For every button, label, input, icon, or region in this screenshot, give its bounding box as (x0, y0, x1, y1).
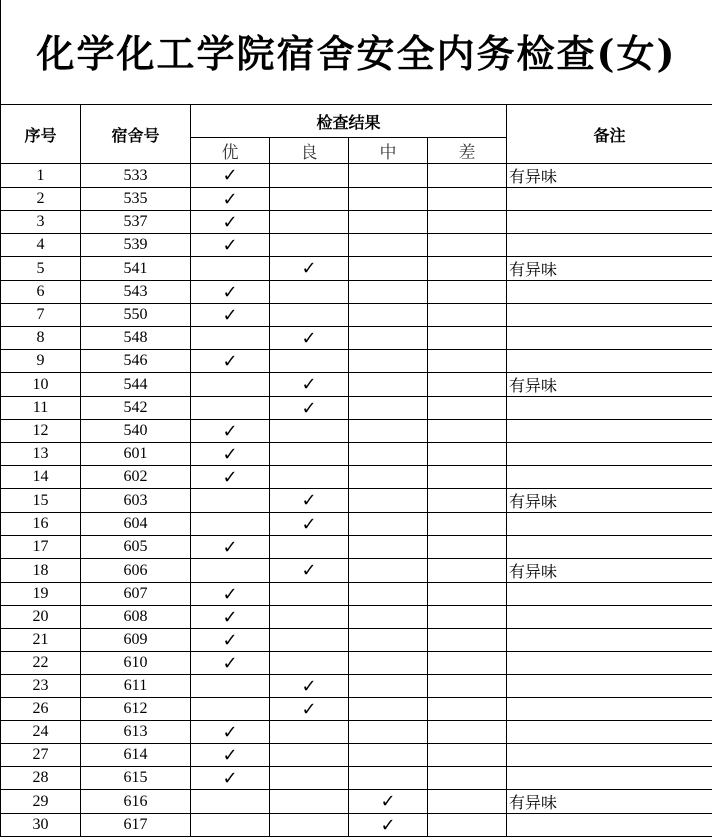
grade-poor-cell[interactable] (428, 606, 507, 629)
room-cell[interactable]: 540 (81, 420, 191, 443)
grade-poor-cell[interactable] (428, 721, 507, 744)
table-row (1, 606, 712, 629)
table-row (1, 304, 712, 327)
grade-excellent-cell[interactable]: ✓ (191, 629, 270, 652)
remark-cell[interactable] (507, 188, 712, 211)
seq-cell[interactable]: 3 (1, 211, 81, 234)
grade-poor-cell[interactable] (428, 559, 507, 583)
grade-fair-cell[interactable] (349, 211, 428, 234)
room-cell[interactable]: 613 (81, 721, 191, 744)
grade-poor-cell[interactable] (428, 629, 507, 652)
grade-fair-cell[interactable] (349, 281, 428, 304)
grade-good-cell[interactable] (270, 536, 349, 559)
page-title: 化学化工学院宿舍安全内务检查(女) (1, 28, 712, 80)
grade-poor-cell[interactable] (428, 281, 507, 304)
grade-fair-cell[interactable] (349, 606, 428, 629)
seq-cell[interactable]: 21 (1, 629, 81, 652)
remark-cell[interactable] (507, 536, 712, 559)
grade-excellent-cell[interactable]: ✓ (191, 350, 270, 373)
seq-cell[interactable]: 29 (1, 790, 81, 814)
seq-cell[interactable]: 5 (1, 257, 81, 281)
grade-poor-cell[interactable] (428, 373, 507, 397)
grade-good-cell[interactable] (270, 767, 349, 790)
table-row (1, 397, 712, 420)
room-cell[interactable]: 537 (81, 211, 191, 234)
table-row (1, 583, 712, 606)
remark-cell[interactable]: 有异味 (507, 257, 712, 281)
grade-excellent-cell[interactable]: ✓ (191, 721, 270, 744)
room-cell[interactable]: 615 (81, 767, 191, 790)
table-row (1, 559, 712, 583)
grade-poor-cell[interactable] (428, 790, 507, 814)
room-cell[interactable]: 607 (81, 583, 191, 606)
grade-good-cell[interactable] (270, 443, 349, 466)
grade-good-cell[interactable] (270, 652, 349, 675)
grade-excellent-cell[interactable]: ✓ (191, 443, 270, 466)
grade-excellent-cell[interactable]: ✓ (191, 652, 270, 675)
grade-excellent-cell[interactable]: ✓ (191, 164, 270, 188)
remark-cell[interactable] (507, 420, 712, 443)
table-row (1, 443, 712, 466)
header-seq[interactable]: 序号 (1, 105, 81, 164)
grade-excellent-cell[interactable] (191, 257, 270, 281)
grade-excellent-cell[interactable]: ✓ (191, 583, 270, 606)
table-row (1, 257, 712, 281)
grade-good-cell[interactable] (270, 304, 349, 327)
grade-poor-cell[interactable] (428, 234, 507, 257)
header-row (1, 105, 712, 138)
table-row (1, 814, 712, 837)
grade-fair-cell[interactable] (349, 652, 428, 675)
room-cell[interactable]: 602 (81, 466, 191, 489)
seq-cell[interactable]: 23 (1, 675, 81, 698)
seq-cell[interactable]: 18 (1, 559, 81, 583)
grade-poor-cell[interactable] (428, 327, 507, 350)
remark-cell[interactable] (507, 698, 712, 721)
grade-poor-cell[interactable] (428, 211, 507, 234)
grade-fair-cell[interactable] (349, 164, 428, 188)
grade-excellent-cell[interactable] (191, 559, 270, 583)
grade-fair-cell[interactable] (349, 629, 428, 652)
room-cell[interactable]: 614 (81, 744, 191, 767)
seq-cell[interactable]: 4 (1, 234, 81, 257)
grade-fair-cell[interactable] (349, 234, 428, 257)
room-cell[interactable]: 544 (81, 373, 191, 397)
table-row (1, 420, 712, 443)
header-room[interactable]: 宿舍号 (81, 105, 191, 164)
remark-cell[interactable] (507, 814, 712, 837)
grade-poor-cell[interactable] (428, 443, 507, 466)
grade-fair-cell[interactable] (349, 583, 428, 606)
table-row (1, 536, 712, 559)
grade-excellent-cell[interactable] (191, 327, 270, 350)
grade-poor-cell[interactable] (428, 536, 507, 559)
grade-fair-cell[interactable]: ✓ (349, 790, 428, 814)
header-result[interactable]: 检查结果 (191, 105, 507, 138)
grade-excellent-cell[interactable]: ✓ (191, 536, 270, 559)
room-cell[interactable]: 542 (81, 397, 191, 420)
remark-cell[interactable]: 有异味 (507, 559, 712, 583)
grade-good-cell[interactable]: ✓ (270, 698, 349, 721)
table-row (1, 721, 712, 744)
room-cell[interactable]: 546 (81, 350, 191, 373)
table-row (1, 350, 712, 373)
remark-cell[interactable] (507, 767, 712, 790)
grade-good-cell[interactable] (270, 420, 349, 443)
table-row (1, 652, 712, 675)
remark-cell[interactable] (507, 629, 712, 652)
room-cell[interactable]: 617 (81, 814, 191, 837)
grade-good-cell[interactable] (270, 350, 349, 373)
remark-cell[interactable] (507, 211, 712, 234)
grade-poor-cell[interactable] (428, 489, 507, 513)
grade-fair-cell[interactable] (349, 536, 428, 559)
table-row (1, 466, 712, 489)
grade-good-cell[interactable] (270, 629, 349, 652)
seq-cell[interactable]: 13 (1, 443, 81, 466)
table-row (1, 234, 712, 257)
table-row (1, 164, 712, 188)
seq-cell[interactable]: 26 (1, 698, 81, 721)
table-row (1, 698, 712, 721)
remark-cell[interactable] (507, 744, 712, 767)
grade-fair-cell[interactable] (349, 744, 428, 767)
grade-good-cell[interactable]: ✓ (270, 675, 349, 698)
grade-fair-cell[interactable] (349, 420, 428, 443)
seq-cell[interactable]: 7 (1, 304, 81, 327)
table-row (1, 211, 712, 234)
grade-good-cell[interactable]: ✓ (270, 257, 349, 281)
remark-cell[interactable] (507, 466, 712, 489)
table-row (1, 327, 712, 350)
grade-good-cell[interactable] (270, 211, 349, 234)
remark-cell[interactable] (507, 327, 712, 350)
seq-cell[interactable]: 30 (1, 814, 81, 837)
room-cell[interactable]: 612 (81, 698, 191, 721)
grade-fair-cell[interactable] (349, 559, 428, 583)
table-row (1, 489, 712, 513)
grade-good-cell[interactable] (270, 281, 349, 304)
grade-good-cell[interactable]: ✓ (270, 397, 349, 420)
grade-poor-cell[interactable] (428, 698, 507, 721)
grade-poor-cell[interactable] (428, 350, 507, 373)
grade-fair-cell[interactable] (349, 257, 428, 281)
grade-good-cell[interactable] (270, 188, 349, 211)
grade-good-cell[interactable] (270, 721, 349, 744)
room-cell[interactable]: 601 (81, 443, 191, 466)
room-cell[interactable]: 548 (81, 327, 191, 350)
grade-fair-cell[interactable] (349, 675, 428, 698)
grade-fair-cell[interactable] (349, 513, 428, 536)
grade-good-cell[interactable] (270, 583, 349, 606)
table-row (1, 281, 712, 304)
table-row (1, 629, 712, 652)
grade-fair-cell[interactable] (349, 466, 428, 489)
seq-cell[interactable]: 10 (1, 373, 81, 397)
grade-excellent-cell[interactable] (191, 814, 270, 837)
grade-poor-cell[interactable] (428, 188, 507, 211)
grade-good-cell[interactable] (270, 790, 349, 814)
grade-good-cell[interactable] (270, 814, 349, 837)
seq-cell[interactable]: 20 (1, 606, 81, 629)
grade-good-cell[interactable]: ✓ (270, 559, 349, 583)
grade-poor-cell[interactable] (428, 767, 507, 790)
header-remark[interactable]: 备注 (507, 105, 712, 164)
remark-cell[interactable] (507, 350, 712, 373)
grade-fair-cell[interactable] (349, 721, 428, 744)
grade-poor-cell[interactable] (428, 397, 507, 420)
grade-excellent-cell[interactable] (191, 489, 270, 513)
seq-cell[interactable]: 16 (1, 513, 81, 536)
grade-excellent-cell[interactable]: ✓ (191, 188, 270, 211)
remark-cell[interactable] (507, 652, 712, 675)
room-cell[interactable]: 610 (81, 652, 191, 675)
table-row (1, 675, 712, 698)
room-cell[interactable]: 616 (81, 790, 191, 814)
remark-cell[interactable] (507, 304, 712, 327)
grade-fair-cell[interactable] (349, 767, 428, 790)
grade-good-cell[interactable] (270, 466, 349, 489)
grade-poor-cell[interactable] (428, 652, 507, 675)
seq-cell[interactable]: 27 (1, 744, 81, 767)
seq-cell[interactable]: 6 (1, 281, 81, 304)
seq-cell[interactable]: 14 (1, 466, 81, 489)
grade-excellent-cell[interactable]: ✓ (191, 466, 270, 489)
grade-excellent-cell[interactable] (191, 698, 270, 721)
remark-cell[interactable]: 有异味 (507, 489, 712, 513)
room-cell[interactable]: 608 (81, 606, 191, 629)
grade-excellent-cell[interactable]: ✓ (191, 767, 270, 790)
grade-excellent-cell[interactable]: ✓ (191, 281, 270, 304)
inspection-table (0, 104, 712, 837)
seq-cell[interactable]: 19 (1, 583, 81, 606)
room-cell[interactable]: 611 (81, 675, 191, 698)
room-cell[interactable]: 605 (81, 536, 191, 559)
seq-cell[interactable]: 2 (1, 188, 81, 211)
grade-poor-cell[interactable] (428, 420, 507, 443)
table-row (1, 790, 712, 814)
grade-fair-cell[interactable]: ✓ (349, 814, 428, 837)
remark-cell[interactable] (507, 281, 712, 304)
grade-poor-cell[interactable] (428, 304, 507, 327)
grade-poor-cell[interactable] (428, 675, 507, 698)
remark-cell[interactable]: 有异味 (507, 164, 712, 188)
grade-fair-cell[interactable] (349, 489, 428, 513)
grade-poor-cell[interactable] (428, 257, 507, 281)
grade-fair-cell[interactable] (349, 304, 428, 327)
grade-good-cell[interactable]: ✓ (270, 373, 349, 397)
seq-cell[interactable]: 24 (1, 721, 81, 744)
room-cell[interactable]: 543 (81, 281, 191, 304)
remark-cell[interactable] (507, 234, 712, 257)
remark-cell[interactable]: 有异味 (507, 373, 712, 397)
remark-cell[interactable] (507, 675, 712, 698)
seq-cell[interactable]: 17 (1, 536, 81, 559)
header-grade-excellent[interactable]: 优 (191, 138, 270, 164)
grade-poor-cell[interactable] (428, 513, 507, 536)
table-row (1, 188, 712, 211)
room-cell[interactable]: 541 (81, 257, 191, 281)
grade-fair-cell[interactable] (349, 350, 428, 373)
table-row (1, 744, 712, 767)
grade-excellent-cell[interactable]: ✓ (191, 211, 270, 234)
grade-fair-cell[interactable] (349, 188, 428, 211)
header-grade-good[interactable]: 良 (270, 138, 349, 164)
grade-fair-cell[interactable] (349, 327, 428, 350)
grade-excellent-cell[interactable] (191, 397, 270, 420)
grade-good-cell[interactable] (270, 164, 349, 188)
grade-fair-cell[interactable] (349, 698, 428, 721)
grade-excellent-cell[interactable]: ✓ (191, 304, 270, 327)
grade-fair-cell[interactable] (349, 373, 428, 397)
room-cell[interactable]: 609 (81, 629, 191, 652)
remark-cell[interactable] (507, 513, 712, 536)
remark-cell[interactable] (507, 606, 712, 629)
grade-poor-cell[interactable] (428, 466, 507, 489)
seq-cell[interactable]: 11 (1, 397, 81, 420)
seq-cell[interactable]: 28 (1, 767, 81, 790)
room-cell[interactable]: 606 (81, 559, 191, 583)
grade-excellent-cell[interactable]: ✓ (191, 420, 270, 443)
table-body (1, 164, 712, 837)
room-cell[interactable]: 539 (81, 234, 191, 257)
title-cell[interactable] (0, 0, 712, 104)
grade-excellent-cell[interactable] (191, 373, 270, 397)
remark-cell[interactable]: 有异味 (507, 790, 712, 814)
grade-good-cell[interactable] (270, 744, 349, 767)
seq-cell[interactable]: 1 (1, 164, 81, 188)
room-cell[interactable]: 604 (81, 513, 191, 536)
seq-cell[interactable]: 9 (1, 350, 81, 373)
remark-cell[interactable] (507, 721, 712, 744)
grade-good-cell[interactable]: ✓ (270, 489, 349, 513)
table-row (1, 373, 712, 397)
grade-good-cell[interactable] (270, 606, 349, 629)
table-row (1, 767, 712, 790)
grade-excellent-cell[interactable]: ✓ (191, 234, 270, 257)
remark-cell[interactable] (507, 583, 712, 606)
header-grade-poor[interactable]: 差 (428, 138, 507, 164)
seq-cell[interactable]: 8 (1, 327, 81, 350)
room-cell[interactable]: 533 (81, 164, 191, 188)
grade-excellent-cell[interactable] (191, 790, 270, 814)
seq-cell[interactable]: 12 (1, 420, 81, 443)
room-cell[interactable]: 550 (81, 304, 191, 327)
grade-poor-cell[interactable] (428, 583, 507, 606)
table-row (1, 513, 712, 536)
grade-excellent-cell[interactable]: ✓ (191, 744, 270, 767)
grade-poor-cell[interactable] (428, 814, 507, 837)
remark-cell[interactable] (507, 443, 712, 466)
grade-excellent-cell[interactable]: ✓ (191, 606, 270, 629)
grade-poor-cell[interactable] (428, 164, 507, 188)
grade-fair-cell[interactable] (349, 443, 428, 466)
seq-cell[interactable]: 15 (1, 489, 81, 513)
room-cell[interactable]: 603 (81, 489, 191, 513)
grade-good-cell[interactable]: ✓ (270, 327, 349, 350)
header-grade-fair[interactable]: 中 (349, 138, 428, 164)
grade-poor-cell[interactable] (428, 744, 507, 767)
grade-fair-cell[interactable] (349, 397, 428, 420)
seq-cell[interactable]: 22 (1, 652, 81, 675)
grade-excellent-cell[interactable] (191, 513, 270, 536)
room-cell[interactable]: 535 (81, 188, 191, 211)
grade-good-cell[interactable]: ✓ (270, 513, 349, 536)
remark-cell[interactable] (507, 397, 712, 420)
grade-good-cell[interactable] (270, 234, 349, 257)
grade-excellent-cell[interactable] (191, 675, 270, 698)
